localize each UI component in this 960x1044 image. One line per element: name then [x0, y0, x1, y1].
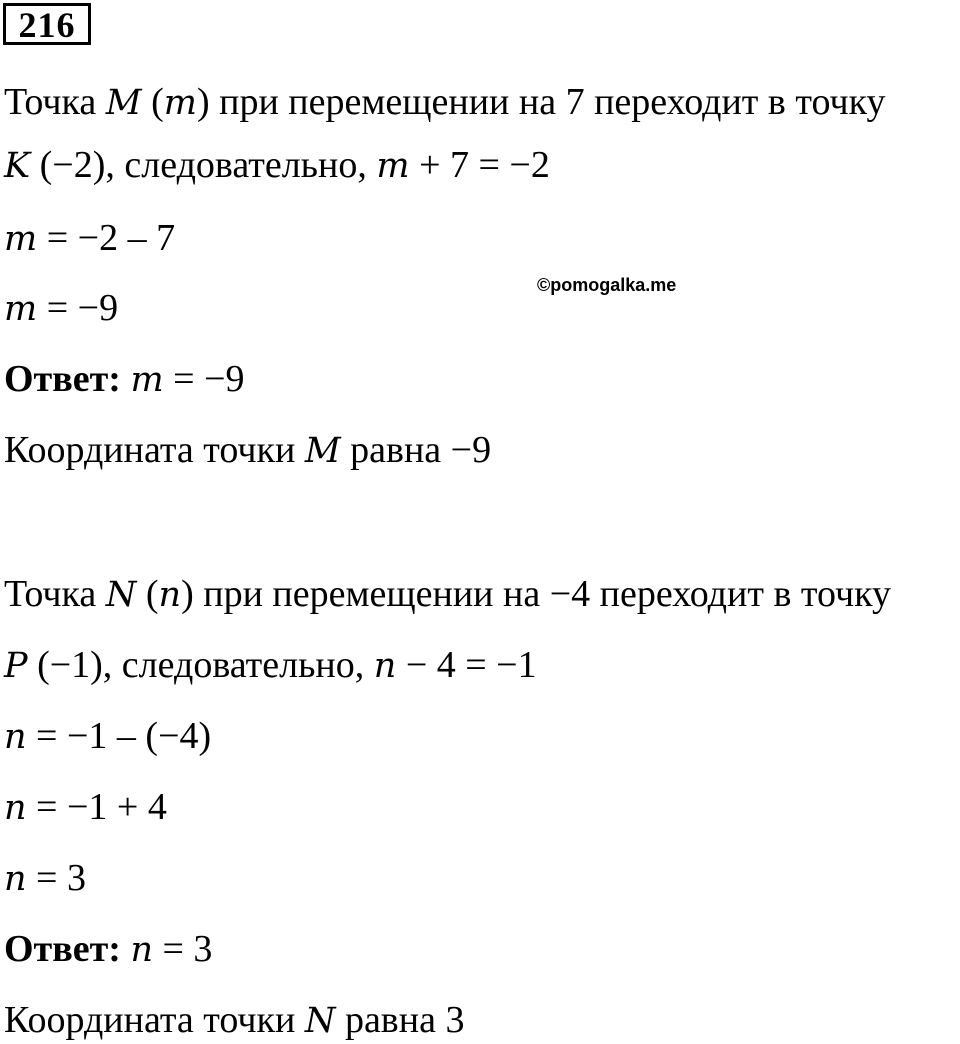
p1-conclusion-var-M: M [304, 431, 341, 471]
p1-l1-text1: Точка [4, 81, 106, 123]
p1-l3-text: = −2 – 7 [37, 217, 176, 259]
p2-statement-line1 [4, 572, 891, 617]
p1-statement-line1 [4, 80, 886, 125]
p1-conclusion-text2: равна −9 [340, 429, 492, 471]
p1-l2-text2: + 7 = −2 [409, 144, 550, 186]
p2-conclusion-text1: Координата точки [4, 999, 305, 1041]
p2-statement-line2 [4, 643, 537, 688]
p2-l2-var-P: P [4, 646, 28, 686]
p2-equation-2 [4, 785, 167, 830]
p2-conclusion [4, 998, 464, 1043]
p2-conclusion-text2: равна 3 [335, 999, 465, 1041]
p1-conclusion [4, 428, 491, 473]
p1-statement-line2 [4, 143, 550, 188]
p2-l3-text: = −1 – (−4) [26, 715, 212, 757]
p1-l2-text1: (−2), следовательно, [30, 144, 377, 186]
p2-l3-var-n: n [4, 717, 27, 757]
p2-conclusion-var-N: N [304, 1001, 336, 1041]
p1-answer-label: Ответ: [4, 358, 121, 400]
p2-l4-var-n: n [4, 788, 27, 828]
p1-l1-var-M: M [105, 83, 142, 123]
p1-l4-var-m: m [4, 289, 38, 329]
problem-number: 216 [3, 3, 91, 45]
p1-conclusion-text1: Координата точки [4, 429, 305, 471]
p2-l1-text3: ) при перемещении на −4 переходит в точку [181, 573, 892, 615]
p1-l3-var-m: m [4, 219, 38, 259]
p2-equation-3 [4, 856, 86, 901]
p1-answer-text: = −9 [163, 358, 245, 400]
p2-l1-var-N: N [105, 575, 137, 615]
p2-l1-var-n: n [158, 575, 182, 615]
p1-l1-text2: ( [141, 81, 164, 123]
p2-equation-1 [4, 714, 211, 759]
p1-answer [4, 357, 245, 402]
p2-answer [4, 927, 212, 972]
p2-l2-text1: (−1), следовательно, [27, 644, 374, 686]
p1-l1-text3: ) при перемещении на 7 переходит в точку [196, 81, 886, 123]
p1-l1-var-m: m [163, 83, 197, 123]
p2-l2-text2: − 4 = −1 [396, 644, 537, 686]
watermark: ©pomogalka.me [537, 275, 677, 295]
p2-answer-var-n: n [130, 930, 153, 970]
p2-answer-label: Ответ: [4, 928, 121, 970]
p1-answer-var-m: m [130, 360, 164, 400]
p1-l2-var-m: m [376, 146, 410, 186]
p2-l5-text: = 3 [26, 857, 86, 899]
p2-l5-var-n: n [4, 859, 27, 899]
p1-l4-text: = −9 [37, 287, 119, 329]
p2-l2-var-n: n [373, 646, 397, 686]
p1-equation-2 [4, 286, 118, 331]
p2-l1-text2: ( [136, 573, 159, 615]
p1-equation-1 [4, 216, 175, 261]
p2-answer-text: = 3 [152, 928, 213, 970]
p2-l1-text1: Точка [4, 573, 106, 615]
p1-l2-var-K: K [4, 146, 31, 186]
p2-l4-text: = −1 + 4 [26, 786, 167, 828]
